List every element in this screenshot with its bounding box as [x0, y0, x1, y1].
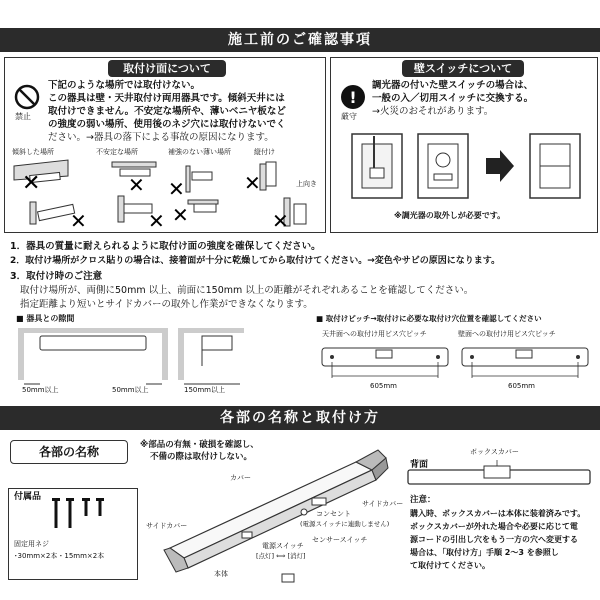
section-title-precheck: 施工前のご確認事項 [0, 28, 600, 52]
example-label-thin: 補強のない薄い場所 [168, 148, 231, 156]
accessories-title: 付属品 [14, 492, 42, 502]
mount-line-1: 下記のような場所では取付けない。 [48, 80, 201, 91]
example-label-vertical: 縦付け [254, 148, 275, 156]
prohibition-icon [14, 84, 40, 110]
fixture-illustration [156, 440, 392, 590]
label-side-cover-left: サイドカバー [146, 522, 188, 530]
back-note-line-4: 場合は、「取付け方」手順 2～3 を参照し [410, 548, 559, 557]
dimmer-removal-note: ※調光器の取外しが必要です。 [394, 211, 506, 220]
back-note-line-5: て取付けてください。 [410, 561, 490, 570]
pitch-heading: ■ 取付けピッチ→取付けに必要な取付け穴位置を確認してください [316, 314, 542, 323]
svg-text:✕: ✕ [272, 209, 289, 233]
svg-text:✕: ✕ [168, 177, 185, 201]
box-cover-label: ボックスカバー [470, 448, 519, 456]
instruction-item-3-title: 3．取付け時のご注意 [10, 271, 103, 282]
instruction-item-2: 2．取付け場所がクロス貼りの場合は、接着面が十分に乾燥してから取付けてください。→変色やサビの原因になります。 [10, 256, 501, 266]
label-cover: カバー [230, 474, 251, 482]
screw-label: 固定用ネジ [14, 540, 49, 548]
mount-line-5: ださい。→器具の落下による事故の原因になります。 [48, 132, 274, 143]
pitch-wall-label: 壁面への取付け用ビス穴ピッチ [458, 330, 556, 338]
example-label-sloped: 傾斜した場所 [12, 148, 54, 156]
svg-text:✕: ✕ [148, 209, 165, 233]
damage-note-line-2: 不備の際は取付けしない。 [150, 452, 253, 462]
prohibition-label: 禁止 [15, 112, 31, 121]
mount-surface-text [48, 79, 286, 144]
mount-line-4: の強度の弱い場所、使用後のネジ穴には取付けないでく [48, 119, 286, 130]
pitch-diagram [318, 342, 598, 386]
instruction-item-1: 1．器具の質量に耐えられるように取付け面の強度を確保してください。 [10, 241, 321, 252]
clearance-label-left: 50mm以上 [22, 386, 59, 394]
clearance-diagram [18, 326, 298, 392]
clearance-heading: ■ 器具との隙間 [16, 314, 75, 323]
wall-switch-heading: 壁スイッチについて [402, 60, 524, 77]
back-note-line-1: 購入時、ボックスカバーは本体に装着済みです。 [410, 509, 586, 518]
wall-switch-text [372, 79, 533, 118]
clearance-label-front: 150mm以上 [184, 386, 225, 394]
svg-text:✕: ✕ [244, 171, 261, 195]
mount-line-2: この器具は壁・天井取付け両用器具です。傾斜天井には [48, 93, 285, 104]
label-outlet-note: (電源スイッチに連動しません) [300, 520, 390, 528]
label-on-off: [点灯] ⟺ [消灯] [256, 552, 306, 560]
clearance-label-right: 50mm以上 [112, 386, 149, 394]
switch-replacement-illustration [352, 132, 582, 202]
mandatory-icon [340, 84, 366, 110]
instruction-item-3-line-1: 取付け場所が、両側に50mm 以上、前面に150mm 以上の距離がそれぞれあることを確認してください。 [20, 285, 474, 296]
back-note-title: 注意： [410, 495, 436, 505]
label-power-switch: 電源スイッチ [262, 542, 304, 550]
svg-text:✕: ✕ [70, 209, 87, 233]
pitch-ceiling-label: 天井面への取付け用ビス穴ピッチ [322, 330, 427, 338]
section-title-parts: 各部の名称と取付け方 [0, 406, 600, 430]
screw-icon [48, 496, 108, 530]
label-body: 本体 [214, 570, 228, 578]
back-view-illustration [406, 456, 592, 492]
svg-text:✕: ✕ [172, 203, 189, 227]
back-label: 背面 [410, 460, 429, 470]
example-label-upward: 上向き [296, 180, 317, 188]
svg-text:✕: ✕ [22, 171, 41, 196]
mandatory-label: 厳守 [341, 112, 357, 121]
pitch-wall-value: 605mm [508, 382, 535, 390]
instruction-item-3-line-2: 指定距離より短いとサイドカバーの取外し作業ができなくなります。 [20, 299, 313, 310]
label-outlet: コンセント [316, 510, 351, 518]
back-note-line-2: ボックスカバーが外れた場合や必要に応じて電 [410, 522, 578, 531]
parts-name-label: 各部の名称 [10, 440, 128, 464]
label-side-cover-right: サイドカバー [362, 500, 404, 508]
back-note [410, 494, 585, 572]
screw-sizes: ･30mm×2本・15mm×2本 [14, 552, 105, 560]
mount-line-3: 取付けできません。不安定な場所や、薄いベニヤ板など [48, 106, 286, 117]
svg-text:✕: ✕ [128, 173, 145, 197]
switch-line-3: →火災のおそれがあります。 [372, 106, 494, 117]
svg-text:!: ! [349, 88, 357, 107]
mount-surface-heading: 取付け面について [108, 60, 226, 77]
switch-line-2: 一般の入／切用スイッチに交換する。 [372, 93, 534, 104]
prohibited-examples-illustration [8, 158, 320, 233]
switch-line-1: 調光器の付いた壁スイッチの場合は、 [372, 80, 534, 91]
damage-note-line-1: ※部品の有無・破損を確認し、 [140, 440, 259, 450]
label-sensor-switch: センサースイッチ [312, 536, 368, 544]
back-note-line-3: 源コードの引出し穴をもう一方の穴へ変更する [410, 535, 578, 544]
example-label-unstable: 不安定な場所 [96, 148, 138, 156]
pitch-ceiling-value: 605mm [370, 382, 397, 390]
